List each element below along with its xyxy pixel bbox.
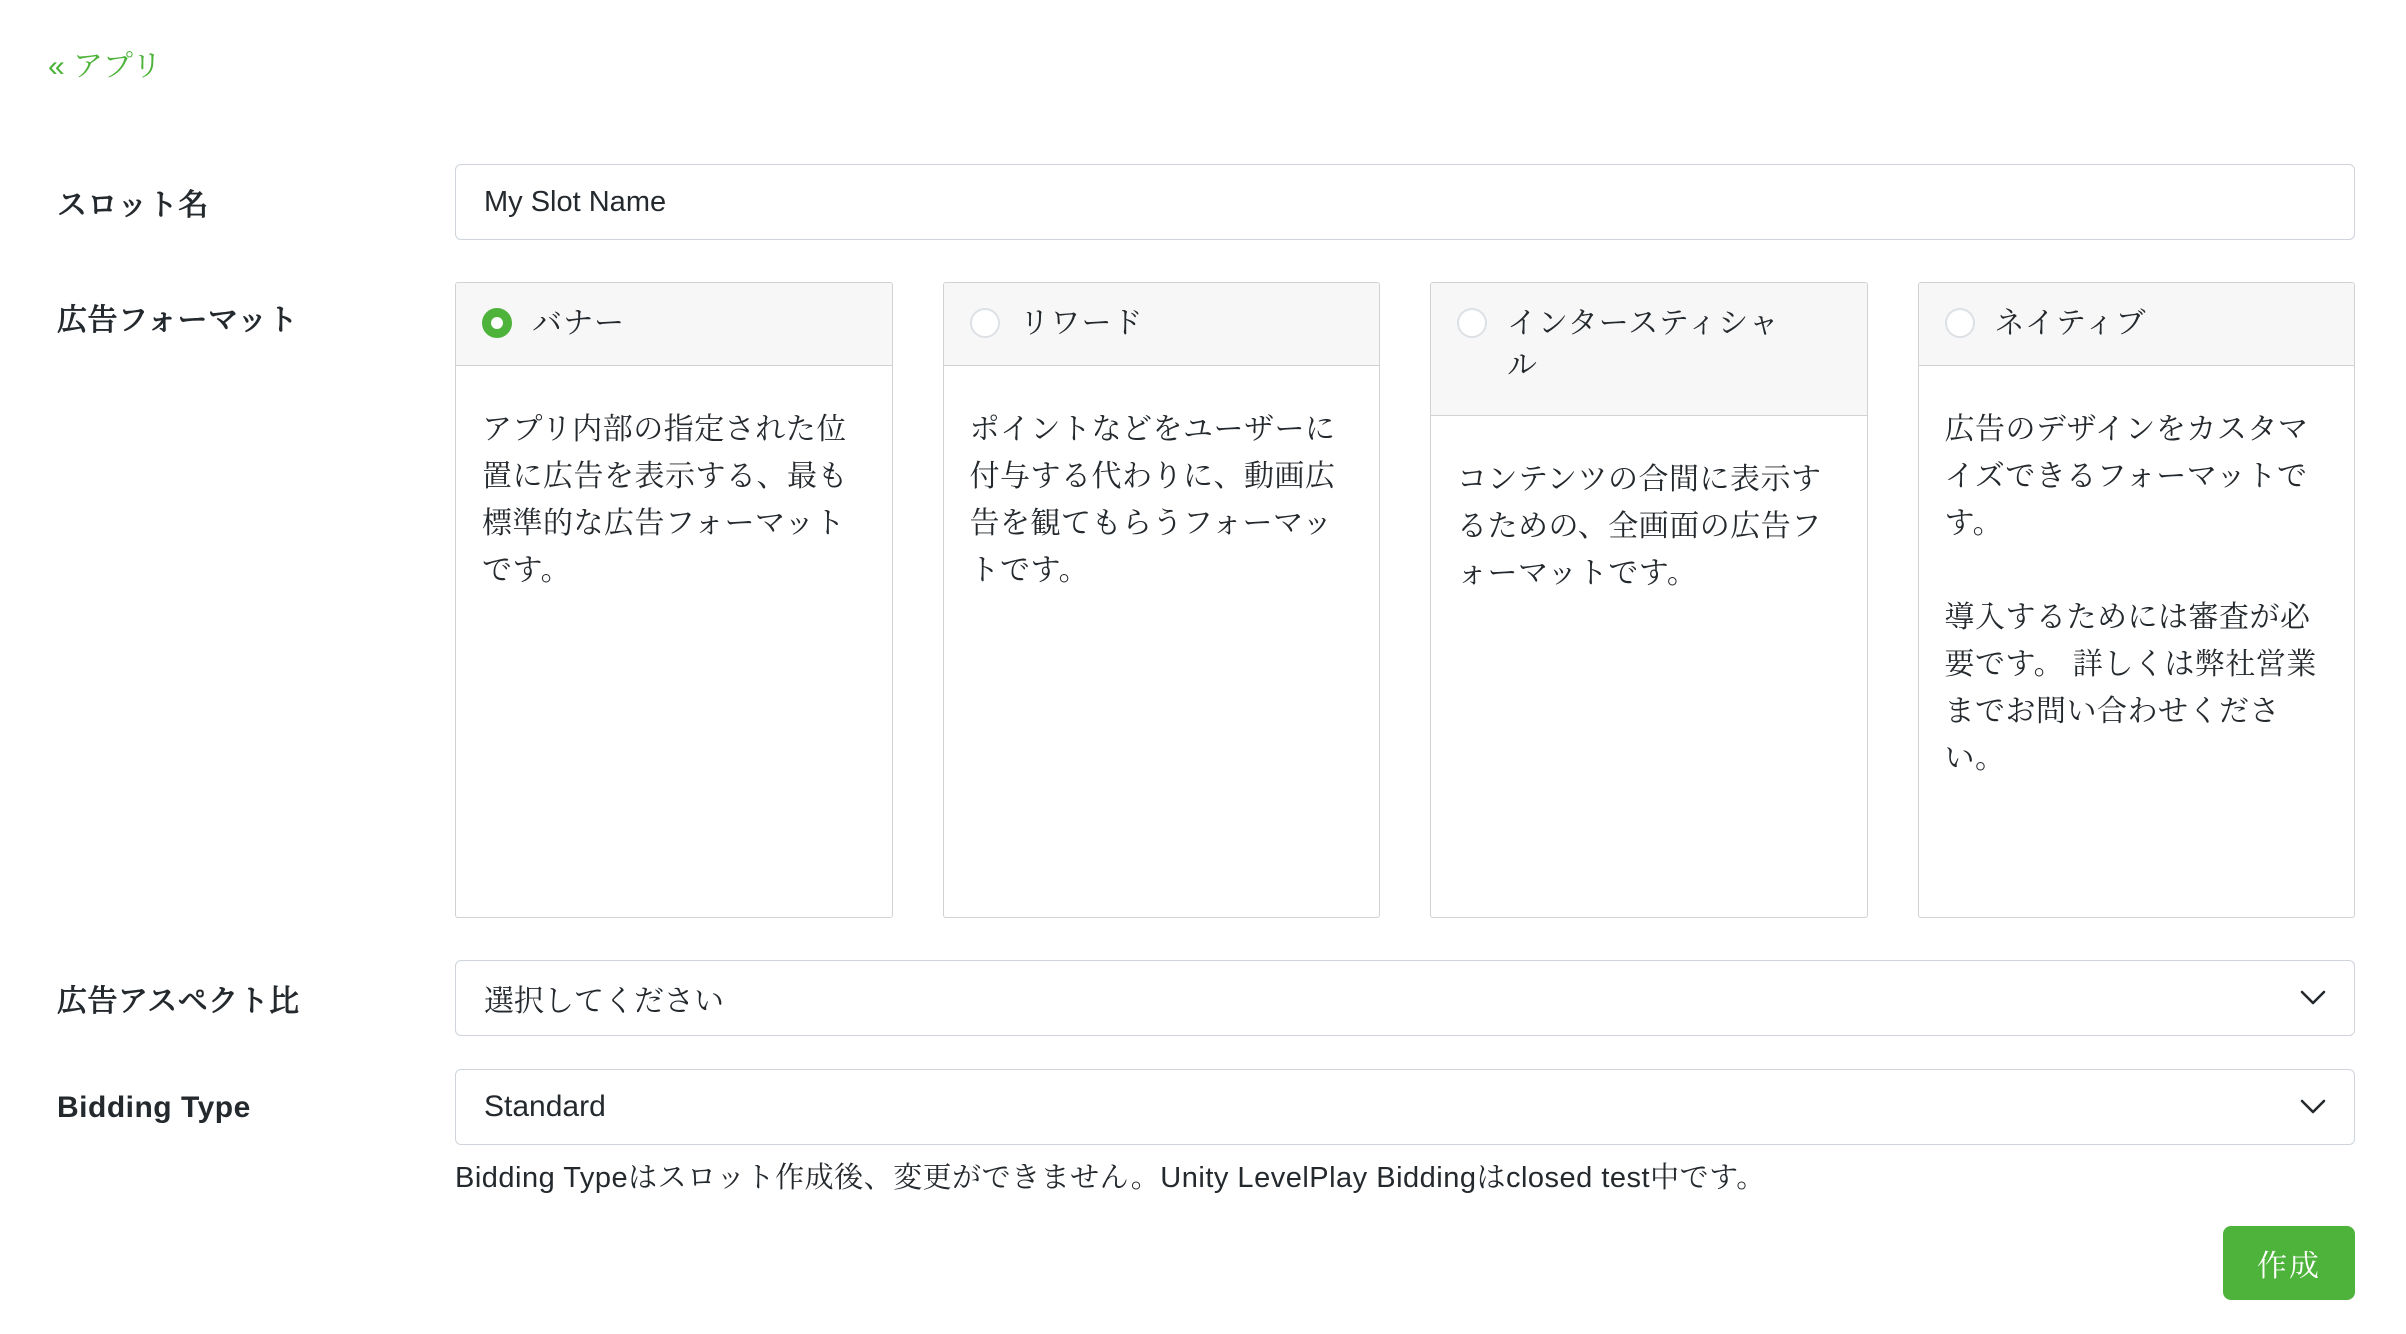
radio-unselected-icon[interactable] xyxy=(1945,308,1975,338)
ad-format-card-header xyxy=(1431,283,1867,416)
ad-format-card-title: リワード xyxy=(1019,307,1144,340)
ad-format-card-reward[interactable] xyxy=(943,282,1381,918)
ad-format-card-header xyxy=(944,283,1380,366)
radio-selected-icon[interactable] xyxy=(482,308,512,338)
footer-actions xyxy=(0,1226,2355,1300)
ad-format-card-title: インタースティシャル xyxy=(1507,307,1780,382)
ad-format-card-description: 広告のデザインをカスタマイズできるフォーマットです。 xyxy=(1944,413,2309,540)
ad-format-card-description: ポイントなどをユーザーに付与する代わりに、動画広告を観てもらうフォーマットです。 xyxy=(969,413,1336,587)
bidding-type-select[interactable] xyxy=(455,1069,2355,1145)
create-button[interactable]: 作成 xyxy=(2223,1226,2355,1300)
bidding-type-note: Bidding Typeはスロット作成後、変更ができません。Unity LevelPlay Biddingはclosed test中です。 xyxy=(455,1162,1766,1194)
ad-format-card-title: ネイティブ xyxy=(1994,307,2147,340)
slot-name-input[interactable] xyxy=(455,164,2355,240)
ad-format-card-banner[interactable] xyxy=(455,282,893,918)
ad-format-options xyxy=(455,282,2355,918)
ad-format-card-description: コンテンツの合間に表示するための、全画面の広告フォーマットです。 xyxy=(1457,463,1822,590)
ad-format-label: 広告フォーマット xyxy=(57,304,299,337)
ad-format-card-header xyxy=(1919,283,2355,366)
chevron-down-icon xyxy=(2300,990,2326,1006)
aspect-ratio-label: 広告アスペクト比 xyxy=(57,985,300,1018)
back-to-apps-link[interactable]: « アプリ xyxy=(48,50,162,83)
ad-format-card-description: アプリ内部の指定された位置に広告を表示する、最も標準的な広告フォーマットです。 xyxy=(482,413,848,587)
ad-format-card-native[interactable] xyxy=(1918,282,2356,918)
slot-name-label: スロット名 xyxy=(57,189,209,222)
radio-unselected-icon[interactable] xyxy=(970,308,1000,338)
ad-format-card-interstitial[interactable] xyxy=(1430,282,1868,918)
ad-format-card-header xyxy=(456,283,892,366)
ad-format-card-description-secondary: 導入するためには審査が必要です。 詳しくは弊社営業までお問い合わせください。 xyxy=(1944,601,2317,775)
aspect-ratio-selected-value: 選択してください xyxy=(484,985,724,1018)
chevron-down-icon xyxy=(2300,1099,2326,1115)
bidding-type-selected-value: Standard xyxy=(484,1090,606,1123)
aspect-ratio-select[interactable] xyxy=(455,960,2355,1036)
slot-name-row xyxy=(0,164,2406,240)
bidding-type-row xyxy=(0,1069,2406,1198)
ad-format-card-title: バナー xyxy=(532,307,625,340)
radio-unselected-icon[interactable] xyxy=(1457,308,1487,338)
ad-format-row xyxy=(0,282,2406,918)
aspect-ratio-row xyxy=(0,960,2406,1036)
bidding-type-label: Bidding Type xyxy=(57,1091,251,1124)
